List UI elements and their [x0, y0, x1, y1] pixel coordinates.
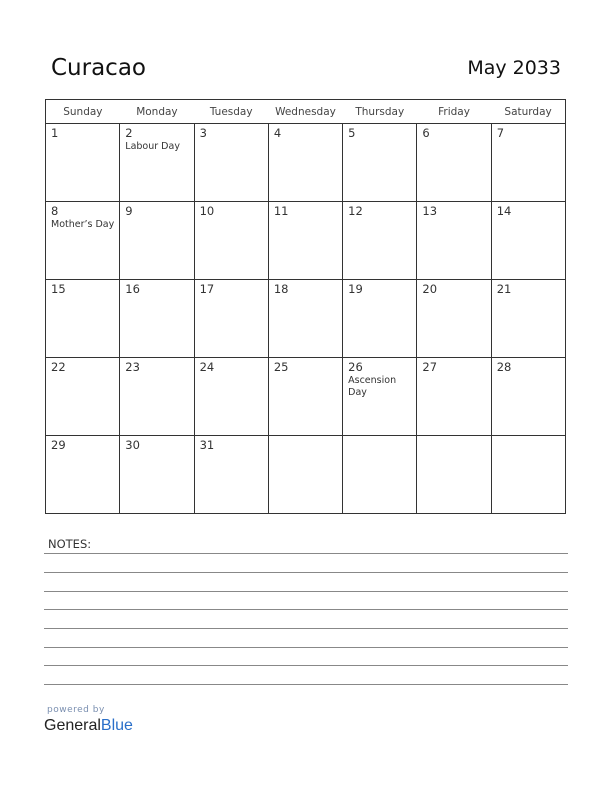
calendar-week-row — [46, 280, 566, 358]
brand-general-text: General — [44, 717, 101, 734]
day-number: 22 — [51, 360, 66, 374]
calendar-week-row — [46, 358, 566, 436]
calendar-day-cell — [120, 358, 194, 436]
day-number: 18 — [273, 282, 289, 296]
day-number: 16 — [125, 282, 140, 296]
calendar-day-cell — [46, 202, 120, 280]
day-number: 1 — [51, 126, 59, 140]
holiday-label: Labour Day — [125, 141, 180, 152]
weekday-sunday: Sunday — [46, 100, 120, 124]
calendar-day-cell — [194, 358, 268, 436]
notes-line — [44, 553, 568, 554]
day-number: 17 — [199, 282, 215, 296]
day-number: 21 — [496, 282, 512, 296]
calendar-day-cell — [343, 124, 417, 202]
day-number: 11 — [273, 204, 289, 218]
weekday-friday: Friday — [417, 100, 491, 124]
notes-line — [44, 609, 568, 610]
day-number: 23 — [125, 360, 140, 374]
weekday-thursday: Thursday — [343, 100, 417, 124]
weekday-wednesday: Wednesday — [268, 100, 342, 124]
calendar-day-cell — [194, 280, 268, 358]
day-number: 25 — [273, 360, 289, 374]
day-number: 27 — [422, 360, 438, 374]
day-number: 30 — [125, 438, 140, 452]
weekday-saturday: Saturday — [491, 100, 565, 124]
calendar-day-cell — [491, 436, 565, 514]
calendar-day-cell — [491, 358, 565, 436]
calendar-day-cell — [120, 436, 194, 514]
notes-line — [44, 591, 568, 592]
day-number: 5 — [348, 126, 356, 140]
calendar-day-cell — [491, 124, 565, 202]
weekday-header-row — [46, 100, 566, 124]
calendar-day-cell — [417, 124, 491, 202]
calendar-day-cell — [46, 358, 120, 436]
calendar-day-cell — [417, 280, 491, 358]
day-number: 14 — [496, 204, 512, 218]
notes-line — [44, 572, 568, 573]
day-number: 26 — [348, 360, 363, 374]
calendar-day-cell — [46, 280, 120, 358]
calendar-day-cell — [194, 436, 268, 514]
day-number: 3 — [199, 126, 207, 140]
day-number: 29 — [51, 438, 66, 452]
day-number: 7 — [496, 126, 505, 140]
day-number: 15 — [51, 282, 66, 296]
notes-line — [44, 665, 568, 666]
calendar-day-cell — [268, 280, 342, 358]
weekday-tuesday: Tuesday — [194, 100, 268, 124]
notes-label: NOTES: — [48, 537, 92, 551]
day-number: 31 — [199, 438, 215, 452]
calendar-day-cell — [120, 124, 194, 202]
day-number: 10 — [199, 204, 215, 218]
generalblue-logo — [44, 717, 133, 735]
day-number: 6 — [422, 126, 430, 140]
calendar-week-row — [46, 124, 566, 202]
calendar-day-cell — [491, 280, 565, 358]
notes-line — [44, 684, 568, 685]
day-number: 8 — [51, 204, 59, 218]
calendar-day-cell — [268, 124, 342, 202]
powered-by-text: powered by — [47, 705, 105, 715]
calendar-day-cell — [343, 202, 417, 280]
calendar-week-row — [46, 202, 566, 280]
day-number: 13 — [422, 204, 438, 218]
day-number: 19 — [348, 282, 363, 296]
calendar-day-cell — [343, 280, 417, 358]
calendar-day-cell — [46, 124, 120, 202]
calendar-day-cell — [268, 436, 342, 514]
day-number: 2 — [125, 126, 133, 140]
calendar-country-title: Curacao — [51, 55, 146, 81]
calendar-day-cell — [417, 436, 491, 514]
calendar-grid — [45, 99, 566, 514]
day-number: 12 — [348, 204, 363, 218]
calendar-day-cell — [120, 280, 194, 358]
day-number: 20 — [422, 282, 438, 296]
notes-line — [44, 647, 568, 648]
calendar-day-cell — [194, 202, 268, 280]
calendar-day-cell — [46, 436, 120, 514]
day-number: 9 — [125, 204, 133, 218]
calendar-day-cell — [268, 202, 342, 280]
calendar-day-cell — [268, 358, 342, 436]
calendar-day-cell — [343, 436, 417, 514]
calendar-day-cell — [194, 124, 268, 202]
holiday-label: Ascension Day — [348, 375, 397, 398]
day-number: 28 — [496, 360, 512, 374]
day-number: 4 — [273, 126, 282, 140]
holiday-label: Mother’s Day — [51, 219, 115, 230]
calendar-day-cell — [417, 202, 491, 280]
calendar-week-row — [46, 436, 566, 514]
calendar-month-year: May 2033 — [467, 57, 561, 79]
weekday-monday: Monday — [120, 100, 194, 124]
day-number: 24 — [199, 360, 215, 374]
calendar-day-cell — [120, 202, 194, 280]
notes-line — [44, 628, 568, 629]
calendar-day-cell — [417, 358, 491, 436]
calendar-day-cell — [343, 358, 417, 436]
brand-blue-text: Blue — [100, 717, 133, 734]
calendar-day-cell — [491, 202, 565, 280]
